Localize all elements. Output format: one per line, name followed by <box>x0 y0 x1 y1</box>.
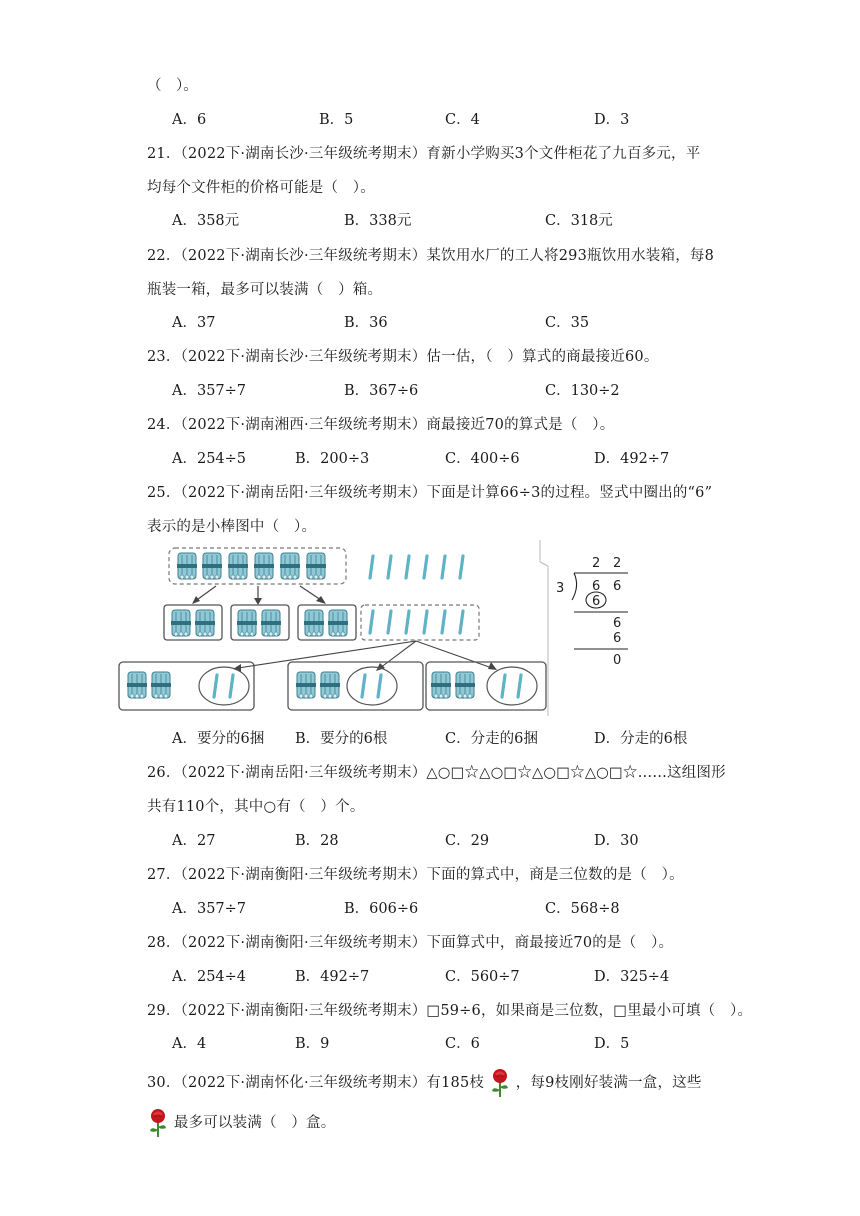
stick-bundle-figure <box>116 538 636 720</box>
q26-option-a[interactable]: A．27 <box>172 833 216 849</box>
q21-text-line1: 21．（2022下·湖南长沙·三年级统考期末）育新小学购买3个文件柜花了九百多元，平 <box>147 146 701 162</box>
q30-text-line1b: ，每9枝刚好装满一盒，这些 <box>515 1075 702 1091</box>
dividend-digit-2: 6 <box>613 579 622 594</box>
step2-digit-a: 6 <box>613 616 622 631</box>
q25-option-b[interactable]: B．要分的6根 <box>295 731 388 747</box>
step2-digit-b: 6 <box>613 631 622 646</box>
rose-icon <box>489 1068 511 1098</box>
q25-option-a[interactable]: A．要分的6捆 <box>172 731 265 747</box>
q22-text-line2: 瓶装一箱，最多可以装满（ ）箱。 <box>147 282 383 298</box>
remainder: 0 <box>613 653 622 668</box>
q23-option-b[interactable]: B．367÷6 <box>344 383 419 399</box>
q30-text-line1 <box>147 1068 702 1098</box>
q29-option-b[interactable]: B．9 <box>295 1036 330 1052</box>
q25-text-line1: 25．（2022下·湖南岳阳·三年级统考期末）下面是计算66÷3的过程。竖式中圈出的“6” <box>147 485 713 501</box>
q24-option-a[interactable]: A．254÷5 <box>172 451 247 467</box>
q21-option-b[interactable]: B．338元 <box>344 213 412 229</box>
q30-text-line2-text: 最多可以装满（ ）盒。 <box>173 1115 336 1131</box>
q25-text-line2: 表示的是小棒图中（ ）。 <box>147 519 317 535</box>
dividend-digit-1: 6 <box>592 579 601 594</box>
q26-text-line2: 共有110个，其中○有（ ）个。 <box>147 799 365 815</box>
q27-option-b[interactable]: B．606÷6 <box>344 901 419 917</box>
q28-option-d[interactable]: D．325÷4 <box>594 969 670 985</box>
q27-option-c[interactable]: C．568÷8 <box>545 901 620 917</box>
q22-text-line1: 22．（2022下·湖南长沙·三年级统考期末）某饮用水厂的工人将293瓶饮用水装箱，每8 <box>147 248 715 264</box>
q22-option-a[interactable]: A．37 <box>172 315 216 331</box>
q24-text-line1: 24．（2022下·湖南湘西·三年级统考期末）商最接近70的算式是（ ）。 <box>147 417 615 433</box>
q24-option-b[interactable]: B．200÷3 <box>295 451 370 467</box>
q30-text-line2 <box>147 1108 336 1138</box>
q30-text-line1a: 30．（2022下·湖南怀化·三年级统考期末）有185枝 <box>147 1075 485 1091</box>
q28-option-b[interactable]: B．492÷7 <box>295 969 370 985</box>
q24-option-d[interactable]: D．492÷7 <box>594 451 670 467</box>
q27-text-line1: 27．（2022下·湖南衡阳·三年级统考期末）下面的算式中，商是三位数的是（ ）。 <box>147 867 684 883</box>
q21-option-a[interactable]: A．358元 <box>172 213 240 229</box>
q22-option-c[interactable]: C．35 <box>545 315 590 331</box>
rose-icon <box>147 1108 169 1138</box>
q23-option-a[interactable]: A．357÷7 <box>172 383 247 399</box>
divisor: 3 <box>556 581 565 596</box>
q20-tail: （ ）。 <box>147 78 198 94</box>
q29-option-d[interactable]: D．5 <box>594 1036 630 1052</box>
q27-option-a[interactable]: A．357÷7 <box>172 901 247 917</box>
q26-option-d[interactable]: D．30 <box>594 833 639 849</box>
quotient-digit-2: 2 <box>613 556 622 571</box>
q25-option-d[interactable]: D．分走的6根 <box>594 731 688 747</box>
q23-text-line1: 23．（2022下·湖南长沙·三年级统考期末）估一估，（ ）算式的商最接近60。 <box>147 349 659 365</box>
q20-option-d[interactable]: D．3 <box>594 112 630 128</box>
q24-option-c[interactable]: C．400÷6 <box>445 451 520 467</box>
q28-text-line1: 28．（2022下·湖南衡阳·三年级统考期末）下面算式中，商最接近70的是（ ）。 <box>147 935 674 951</box>
q28-option-a[interactable]: A．254÷4 <box>172 969 247 985</box>
q23-option-c[interactable]: C．130÷2 <box>545 383 620 399</box>
q20-option-b[interactable]: B．5 <box>319 112 354 128</box>
quotient-digit-1: 2 <box>592 556 601 571</box>
q22-option-b[interactable]: B．36 <box>344 315 388 331</box>
q21-text-line2: 均每个文件柜的价格可能是（ ）。 <box>147 180 375 196</box>
q26-option-c[interactable]: C．29 <box>445 833 490 849</box>
q29-option-c[interactable]: C．6 <box>445 1036 480 1052</box>
q26-text-line1: 26．（2022下·湖南岳阳·三年级统考期末）△○□☆△○□☆△○□☆△○□☆……这组图形 <box>147 765 726 781</box>
stick-bundle-diagram <box>116 538 636 720</box>
q21-option-c[interactable]: C．318元 <box>545 213 613 229</box>
q29-text-line1: 29．（2022下·湖南衡阳·三年级统考期末）□59÷6，如果商是三位数，□里最小可填（ ）。 <box>147 1003 753 1019</box>
q28-option-c[interactable]: C．560÷7 <box>445 969 520 985</box>
q25-option-c[interactable]: C．分走的6捆 <box>445 731 538 747</box>
q29-option-a[interactable]: A．4 <box>172 1036 207 1052</box>
step1-digit: 6 <box>592 594 601 609</box>
q20-option-c[interactable]: C．4 <box>445 112 480 128</box>
long-division <box>556 556 628 668</box>
q26-option-b[interactable]: B．28 <box>295 833 339 849</box>
q20-option-a[interactable]: A．6 <box>172 112 207 128</box>
